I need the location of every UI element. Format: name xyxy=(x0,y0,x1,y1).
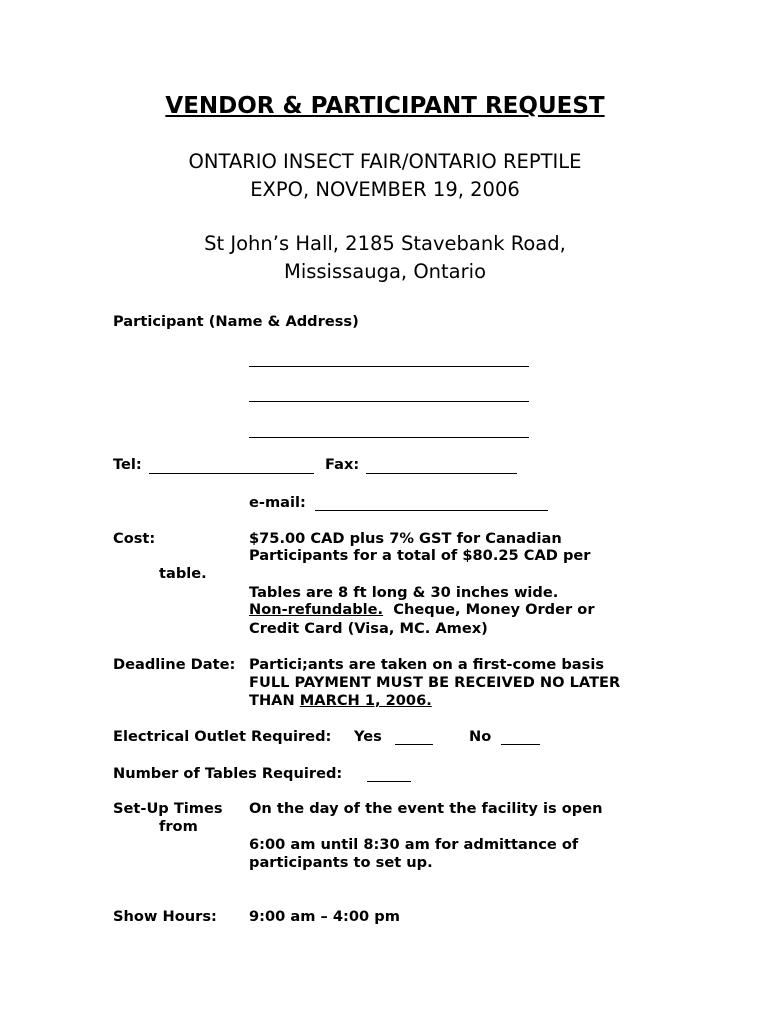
electrical-no-label: No xyxy=(469,728,492,745)
cost-label: Cost: xyxy=(113,530,156,547)
payment-methods-text: Cheque, Money Order or xyxy=(393,601,595,618)
venue-line2: Mississauga, Ontario xyxy=(284,260,486,283)
venue-line1: St John’s Hall, 2185 Stavebank Road, xyxy=(204,232,566,255)
deadline-line-2: FULL PAYMENT MUST BE RECEIVED NO LATER xyxy=(249,674,621,691)
tables-count-blank[interactable] xyxy=(367,781,411,782)
setup-label-line-1: Set-Up Times xyxy=(113,800,223,817)
deadline-than-text: THAN xyxy=(249,692,295,709)
participant-address-line-1[interactable] xyxy=(249,366,529,367)
event-name-line2: EXPO, NOVEMBER 19, 2006 xyxy=(250,178,520,201)
electrical-no-blank[interactable] xyxy=(501,744,540,745)
tel-field-line[interactable] xyxy=(149,473,314,474)
credit-cards-text: Credit Card (Visa, MC. Amex) xyxy=(249,620,488,637)
email-field-line[interactable] xyxy=(315,510,548,511)
fax-label: Fax: xyxy=(325,456,360,473)
setup-line-2: 6:00 am until 8:30 am for admittance of xyxy=(249,836,579,853)
table-size-text: Tables are 8 ft long & 30 inches wide. xyxy=(249,584,559,601)
cost-line-2: Participants for a total of $80.25 CAD per xyxy=(249,547,591,564)
deadline-line-1: Partici;ants are taken on a first-come basis xyxy=(249,656,605,673)
deadline-label: Deadline Date: xyxy=(113,656,236,673)
participant-address-line-3[interactable] xyxy=(249,437,529,438)
show-hours-value: 9:00 am – 4:00 pm xyxy=(249,908,400,925)
participant-label: Participant (Name & Address) xyxy=(113,313,359,330)
fax-field-line[interactable] xyxy=(366,473,517,474)
electrical-label: Electrical Outlet Required: xyxy=(113,728,332,745)
electrical-yes-blank[interactable] xyxy=(395,744,433,745)
setup-label-line-2: from xyxy=(159,818,198,835)
setup-line-3: participants to set up. xyxy=(249,854,433,871)
email-label: e-mail: xyxy=(249,494,306,511)
non-refundable-text: Non-refundable. xyxy=(249,601,384,618)
participant-address-line-2[interactable] xyxy=(249,401,529,402)
setup-line-1: On the day of the event the facility is open xyxy=(249,800,603,817)
deadline-date: MARCH 1, 2006. xyxy=(299,692,432,709)
electrical-yes-label: Yes xyxy=(354,728,382,745)
event-name-line1: ONTARIO INSECT FAIR/ONTARIO REPTILE xyxy=(188,150,582,173)
show-hours-label: Show Hours: xyxy=(113,908,217,925)
cost-line-3: table. xyxy=(159,565,207,582)
tables-label: Number of Tables Required: xyxy=(113,765,343,782)
deadline-line-3 xyxy=(249,692,432,709)
tel-label: Tel: xyxy=(113,456,142,473)
payment-terms-line xyxy=(249,601,595,618)
form-title: VENDOR & PARTICIPANT REQUEST xyxy=(165,93,605,119)
cost-line-1: $75.00 CAD plus 7% GST for Canadian xyxy=(249,530,562,547)
